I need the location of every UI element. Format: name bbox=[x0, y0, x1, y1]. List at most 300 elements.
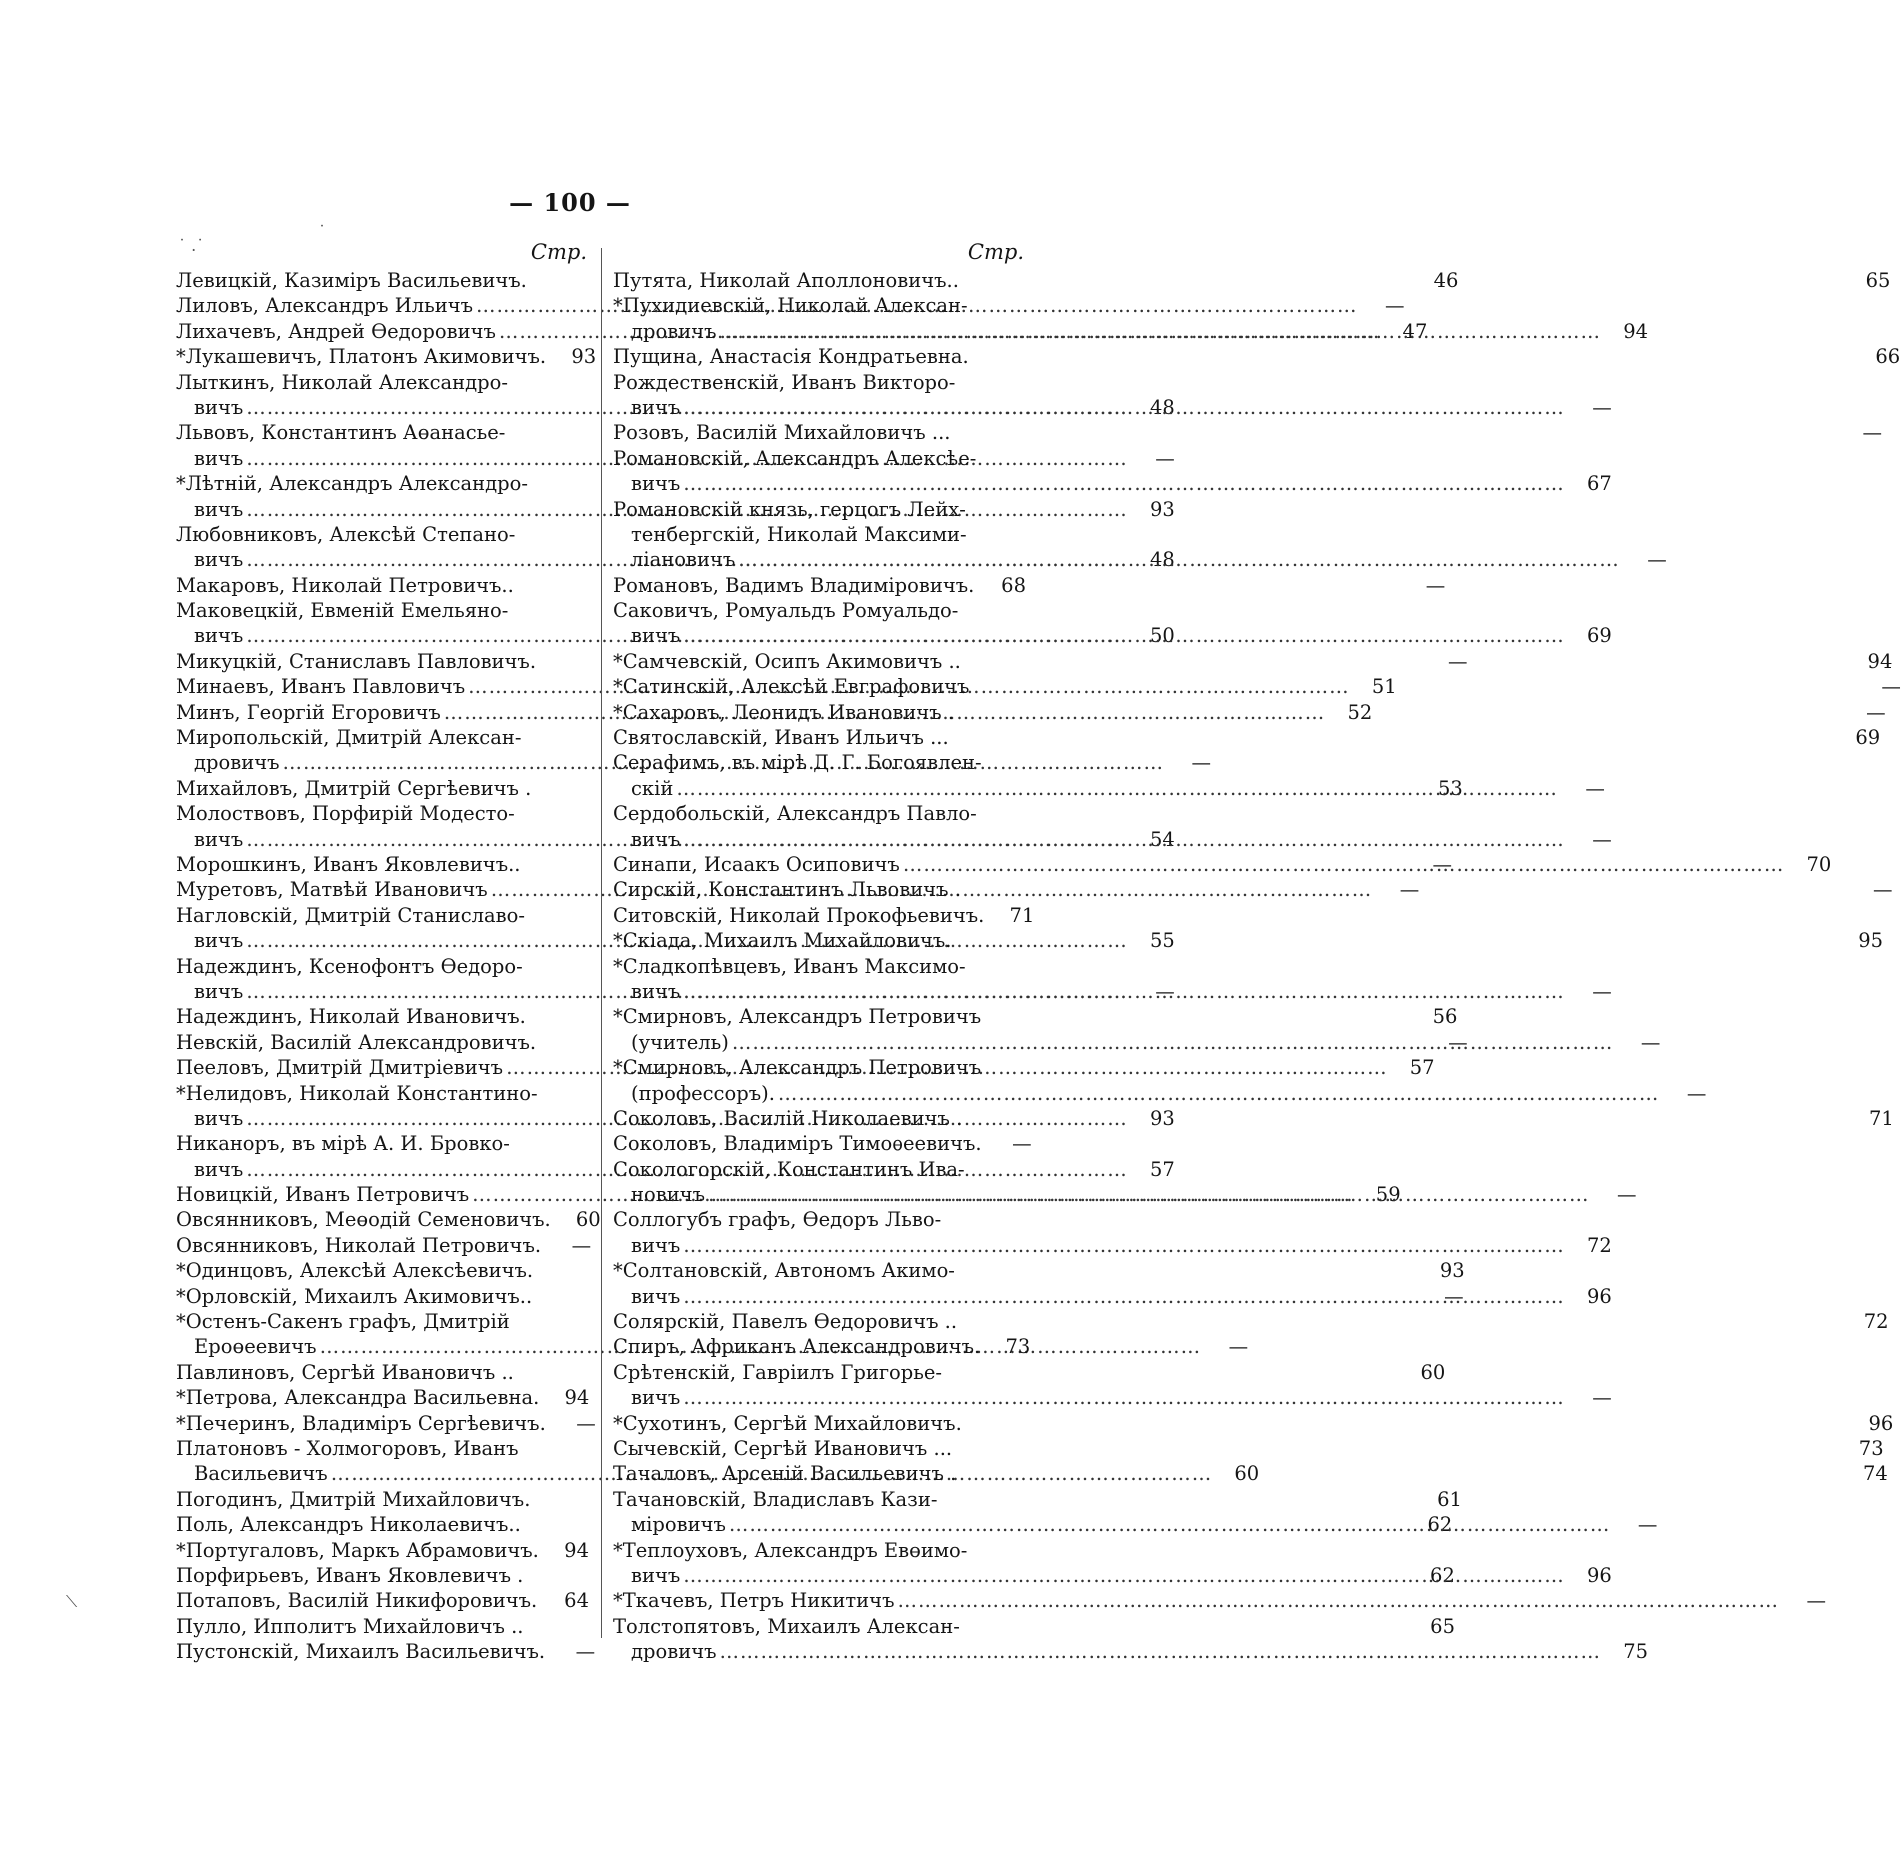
index-entry bbox=[176, 1563, 1455, 1588]
index-entry bbox=[613, 1588, 1826, 1613]
entry-text: Минъ, Георгій Егоровичъ bbox=[176, 700, 441, 724]
page-ref: 55 bbox=[1149, 929, 1175, 953]
page-ref: 94 bbox=[1867, 649, 1893, 673]
leader-dots bbox=[683, 1385, 1565, 1410]
entry-text: Михайловъ, Дмитрій Сергѣевичъ . bbox=[176, 776, 532, 800]
entry-text: Порфирьевъ, Иванъ Яковлевичъ . bbox=[176, 1563, 524, 1587]
entry-text: *Печеринъ, Владиміръ Сергѣевичъ. bbox=[176, 1411, 546, 1435]
entry-text: *Португаловъ, Маркъ Абрамовичъ. bbox=[176, 1538, 539, 1562]
entry-name bbox=[613, 573, 1026, 598]
page-ref: — bbox=[575, 1640, 596, 1664]
entry-name bbox=[613, 497, 1026, 522]
leader-dots bbox=[683, 979, 1565, 1004]
entry-text: вичъ bbox=[194, 624, 244, 648]
entry-text: (профессоръ). bbox=[631, 1081, 775, 1105]
entry-text: *Скіада, Михаилъ Михайловичъ. bbox=[613, 929, 952, 953]
page-ref: — bbox=[1585, 776, 1605, 800]
entry-text: *Смирновъ, Александръ Петровичъ bbox=[613, 1056, 982, 1080]
page-ref: 57 bbox=[1149, 1157, 1175, 1181]
entry-text: дровичъ bbox=[194, 751, 280, 775]
entry-text: Ероөеевичъ bbox=[194, 1335, 317, 1359]
page-ref: 73 bbox=[1858, 1436, 1884, 1460]
index-entry bbox=[176, 1284, 1464, 1309]
entry-text: Пееловъ, Дмитрій Дмитріевичъ bbox=[176, 1056, 504, 1080]
leader-dots bbox=[729, 1512, 1611, 1537]
index-entry bbox=[176, 1639, 596, 1664]
entry-name bbox=[176, 1233, 592, 1258]
entry-text: Миропольскій, Дмитрій Алексан- bbox=[176, 726, 522, 750]
entry-name bbox=[176, 903, 589, 928]
entry-name bbox=[613, 293, 1026, 318]
entry-continuation bbox=[176, 395, 1175, 420]
entry-name bbox=[176, 954, 589, 979]
leader-dots bbox=[683, 471, 1565, 496]
corner-mark: ˙ .˙ bbox=[178, 236, 205, 255]
page-ref: 94 bbox=[1623, 319, 1649, 343]
entry-name bbox=[613, 725, 1881, 750]
entry-name bbox=[176, 344, 597, 369]
leader-dots bbox=[683, 395, 1565, 420]
index-entry bbox=[613, 1334, 1031, 1359]
page-ref: — bbox=[1191, 751, 1212, 775]
entry-continuation bbox=[613, 1030, 1661, 1055]
entry-text: Никаноръ, въ мірѣ А. И. Бровко- bbox=[176, 1132, 510, 1156]
entry-name bbox=[613, 1360, 1026, 1385]
page-ref: 95 bbox=[1858, 929, 1884, 953]
leader-dots bbox=[903, 852, 1785, 877]
entry-text: Соколовъ, Василій Николаевичъ . bbox=[613, 1106, 963, 1130]
entry-name bbox=[613, 1055, 1026, 1080]
page-ref: — bbox=[1448, 1030, 1468, 1054]
entry-text: вичъ bbox=[631, 395, 681, 419]
entry-text: Надеждинъ, Ксенофонтъ Өедоро- bbox=[176, 954, 523, 978]
entry-name bbox=[176, 522, 589, 547]
entry-continuation bbox=[613, 522, 1026, 547]
entry-text: Муретовъ, Матвѣй Ивановичъ bbox=[176, 878, 488, 902]
entry-text: Романовскій, Александръ Алексѣе- bbox=[613, 446, 977, 470]
page-ref: 93 bbox=[1439, 1259, 1465, 1283]
entry-text: *Солтановскій, Автономъ Акимо- bbox=[613, 1259, 955, 1283]
entry-text: Соколовъ, Владиміръ Тимоѳеевичъ. bbox=[613, 1132, 982, 1156]
entry-text: Лыткинъ, Николай Александро- bbox=[176, 370, 508, 394]
entry-name bbox=[176, 1284, 1464, 1309]
column-divider bbox=[601, 248, 602, 1638]
page-ref: — bbox=[1592, 827, 1612, 851]
page-ref: — bbox=[1881, 675, 1901, 699]
page-ref: — bbox=[1640, 1030, 1661, 1054]
page-ref: — bbox=[1425, 573, 1446, 597]
entry-continuation bbox=[613, 1233, 1612, 1258]
entry-text: Микуцкій, Станиславъ Павловичъ. bbox=[176, 649, 537, 673]
entry-text: Романовъ, Вадимъ Владиміровичъ. bbox=[613, 573, 975, 597]
entry-text: *Теплоуховъ, Александръ Евөимо- bbox=[613, 1538, 968, 1562]
index-entry bbox=[613, 1309, 1889, 1334]
page-ref: — bbox=[1444, 1284, 1464, 1308]
entry-text: Сирскій, Константинъ Львовичъ . bbox=[613, 878, 961, 902]
entry-text: вичъ bbox=[631, 472, 681, 496]
entry-name bbox=[613, 1436, 1884, 1461]
entry-name bbox=[176, 725, 589, 750]
entry-name bbox=[613, 598, 1026, 623]
entry-continuation bbox=[176, 623, 1175, 648]
page-ref: 69 bbox=[1586, 624, 1612, 648]
page-ref: 60 bbox=[1234, 1462, 1260, 1486]
page-ref: 96 bbox=[1868, 1411, 1894, 1435]
leader-dots bbox=[778, 1081, 1660, 1106]
page-ref: 60 bbox=[575, 1208, 601, 1232]
entry-name bbox=[613, 1207, 1026, 1232]
page-column-header: Стр. bbox=[967, 240, 1024, 264]
leader-dots bbox=[738, 547, 1620, 572]
index-entry bbox=[613, 344, 1901, 369]
entry-name bbox=[613, 1004, 1026, 1029]
entry-text: Овсянниковъ, Меөодій Семеновичъ. bbox=[176, 1208, 551, 1232]
entry-text: *Петрова, Александра Васильевна. bbox=[176, 1386, 540, 1410]
entry-text: *Смирновъ, Александръ Петровичъ bbox=[613, 1005, 982, 1029]
entry-text: вичъ bbox=[194, 827, 244, 851]
entry-text: *Сладкопѣвцевъ, Иванъ Максимо- bbox=[613, 954, 966, 978]
entry-text: Соллогубъ графъ, Өедоръ Льво- bbox=[613, 1208, 942, 1232]
leader-dots bbox=[683, 1233, 1565, 1258]
index-entry bbox=[613, 1131, 1032, 1156]
entry-text: Павлиновъ, Сергѣй Ивановичъ .. bbox=[176, 1360, 514, 1384]
index-entry bbox=[176, 1385, 589, 1410]
entry-text: Срѣтенскій, Гавріилъ Григорье- bbox=[613, 1360, 943, 1384]
page-ref: — bbox=[1866, 700, 1886, 724]
entry-name bbox=[613, 420, 1882, 445]
entry-text: *Орловскій, Михаилъ Акимовичъ.. bbox=[176, 1284, 533, 1308]
page-ref: 72 bbox=[1586, 1233, 1612, 1257]
entry-continuation bbox=[176, 827, 1175, 852]
entry-continuation bbox=[613, 979, 1612, 1004]
page-ref: — bbox=[1592, 979, 1612, 1003]
entry-text: *Лукашевичъ, Платонъ Акимовичъ. bbox=[176, 345, 547, 369]
entry-name bbox=[613, 1309, 1889, 1334]
entry-text: скій bbox=[631, 776, 674, 800]
entry-text: Львовъ, Константинъ Аөанасье- bbox=[176, 421, 506, 445]
entry-name bbox=[176, 801, 589, 826]
page-ref: 68 bbox=[1001, 573, 1026, 597]
entry-text: вичъ bbox=[631, 1233, 681, 1257]
page-ref: — bbox=[1686, 1081, 1707, 1105]
page-ref: — bbox=[1617, 1183, 1637, 1207]
entry-name bbox=[613, 1157, 1026, 1182]
entry-text: *Самчевскій, Осипъ Акимовичъ .. bbox=[613, 649, 961, 673]
page-ref: 96 bbox=[1586, 1563, 1612, 1587]
page-ref: — bbox=[1448, 649, 1468, 673]
entry-text: Сокологорскій, Константинъ Ива- bbox=[613, 1157, 965, 1181]
page-ref: 96 bbox=[1586, 1284, 1612, 1308]
leader-dots bbox=[720, 1639, 1602, 1664]
entry-name bbox=[613, 1411, 1894, 1436]
page-ref: — bbox=[1155, 979, 1175, 1003]
page-ref: 93 bbox=[1149, 1106, 1175, 1130]
entry-continuation bbox=[613, 1385, 1612, 1410]
entry-text: Синапи, Исаакъ Осиповичъ bbox=[613, 852, 900, 876]
entry-text: вичъ bbox=[194, 1157, 244, 1181]
index-entry bbox=[613, 903, 1035, 928]
page-ref: 94 bbox=[564, 1386, 590, 1410]
entry-text: вичъ bbox=[194, 548, 244, 572]
entry-name bbox=[176, 1588, 589, 1613]
entry-text: Святославскій, Иванъ Ильичъ ... bbox=[613, 726, 949, 750]
page-ref: 59 bbox=[1375, 1183, 1401, 1207]
entry-name bbox=[613, 1487, 1026, 1512]
page-ref: 94 bbox=[564, 1538, 589, 1562]
entry-text: Спиръ, Африканъ Александровичъ. bbox=[613, 1335, 981, 1359]
leader-dots bbox=[720, 319, 1602, 344]
entry-name bbox=[176, 370, 589, 395]
entry-name bbox=[176, 1309, 589, 1334]
page-ref: 71 bbox=[1869, 1106, 1894, 1130]
page-ref: 64 bbox=[564, 1589, 589, 1613]
entry-name bbox=[176, 1563, 1455, 1588]
leader-dots bbox=[683, 1563, 1565, 1588]
entry-text: *Пухидиевскій, Николай Алексан- bbox=[613, 294, 968, 318]
index-entry bbox=[613, 649, 1893, 674]
entry-text: тенбергскій, Николай Максими- bbox=[631, 522, 967, 546]
corner-mark: ⟍ bbox=[66, 1592, 78, 1611]
entry-text: Лиловъ, Александръ Ильичъ bbox=[176, 294, 474, 318]
entry-name bbox=[613, 1258, 1026, 1283]
entry-text: Овсянниковъ, Николай Петровичъ. bbox=[176, 1233, 542, 1257]
entry-name bbox=[613, 877, 1893, 902]
entry-text: Платоновъ - Холмогоровъ, Иванъ bbox=[176, 1436, 519, 1460]
entry-continuation bbox=[176, 979, 1175, 1004]
entry-text: Розовъ, Василій Михайловичъ ... bbox=[613, 421, 951, 445]
index-entry bbox=[613, 446, 1612, 497]
page-ref: — bbox=[571, 1233, 592, 1257]
index-entry bbox=[613, 954, 1612, 1005]
entry-name bbox=[176, 1639, 596, 1664]
page-ref: 69 bbox=[1855, 726, 1881, 750]
entry-text: Путята, Николай Аполлоновичъ.. bbox=[613, 269, 959, 292]
entry-text: вичъ bbox=[631, 624, 681, 648]
entry-text: Сердобольскій, Александръ Павло- bbox=[613, 802, 977, 826]
entry-name bbox=[613, 1588, 1826, 1613]
entry-text: вичъ bbox=[194, 1106, 244, 1130]
entry-name bbox=[613, 370, 1026, 395]
page-ref: 65 bbox=[1430, 1614, 1455, 1638]
index-entry bbox=[176, 1538, 589, 1563]
entry-name bbox=[613, 1131, 1032, 1156]
page-number: — 100 — bbox=[509, 188, 631, 217]
entry-text: Потаповъ, Василій Никифоровичъ. bbox=[176, 1589, 538, 1613]
page-ref: 73 bbox=[1005, 1335, 1031, 1359]
entry-text: вичъ bbox=[194, 979, 244, 1003]
index-entry bbox=[613, 1436, 1884, 1461]
page-ref: 74 bbox=[1862, 1462, 1888, 1486]
page-ref: — bbox=[1432, 852, 1453, 876]
leader-dots bbox=[683, 623, 1565, 648]
entry-text: Лихачевъ, Андрей Өедоровичъ bbox=[176, 319, 496, 343]
index-entry bbox=[613, 725, 1881, 750]
entry-text: Новицкій, Иванъ Петровичъ bbox=[176, 1183, 470, 1207]
page-ref: — bbox=[1592, 395, 1612, 419]
entry-text: вичъ bbox=[631, 827, 681, 851]
index-entry bbox=[176, 1411, 596, 1436]
entry-name bbox=[613, 344, 1901, 369]
page-ref: 70 bbox=[1806, 852, 1832, 876]
page-ref: 48 bbox=[1149, 548, 1175, 572]
page-ref: 54 bbox=[1149, 827, 1175, 851]
page-ref: — bbox=[1647, 548, 1667, 572]
page-ref: — bbox=[1399, 878, 1420, 902]
page-ref: 67 bbox=[1586, 472, 1612, 496]
page-ref: 51 bbox=[1371, 675, 1397, 699]
entry-continuation bbox=[613, 1284, 1612, 1309]
entry-text: *Сухотинъ, Сергѣй Михайловичъ. bbox=[613, 1411, 962, 1435]
entry-text: Серафимъ, въ мірѣ Д. Г. Богоявлен- bbox=[613, 751, 982, 775]
page-ref: 61 bbox=[1437, 1487, 1462, 1511]
page-ref: 72 bbox=[1863, 1310, 1889, 1334]
entry-continuation bbox=[613, 1081, 1707, 1106]
page-ref: 47 bbox=[1402, 319, 1428, 343]
entry-name bbox=[176, 1385, 589, 1410]
page-ref: 62 bbox=[1427, 1513, 1453, 1537]
entry-text: Сычевскій, Сергѣй Ивановичъ ... bbox=[613, 1436, 953, 1460]
page-ref: 57 bbox=[1409, 1056, 1435, 1080]
entry-text: Саковичъ, Ромуальдъ Ромуальдо- bbox=[613, 599, 959, 623]
entry-name bbox=[176, 1538, 589, 1563]
entry-text: Ситовскій, Николай Прокофьевичъ. bbox=[613, 903, 985, 927]
entry-text: дровичъ bbox=[631, 1640, 717, 1664]
index-entry bbox=[613, 1207, 1612, 1258]
page-ref: 60 bbox=[1420, 1360, 1446, 1384]
entry-text: Толстопятовъ, Михаилъ Алексан- bbox=[613, 1614, 960, 1638]
entry-text: ліановичъ bbox=[631, 548, 736, 572]
entry-name bbox=[176, 598, 589, 623]
leader-dots bbox=[676, 776, 1558, 801]
page-ref: 56 bbox=[1432, 1005, 1458, 1029]
page-ref: 93 bbox=[571, 345, 597, 369]
entry-text: Молоствовъ, Порфирій Модесто- bbox=[176, 802, 515, 826]
entry-text: Маковецкій, Евменій Емельяно- bbox=[176, 599, 509, 623]
leader-dots bbox=[683, 1284, 1565, 1309]
entry-text: Надеждинъ, Николай Ивановичъ. bbox=[176, 1005, 526, 1029]
index-entry bbox=[613, 877, 1893, 902]
entry-continuation bbox=[613, 471, 1612, 496]
index-entry bbox=[613, 1411, 1894, 1436]
entry-text: Пущина, Анастасія Кондратьевна. bbox=[613, 345, 969, 369]
entry-name bbox=[613, 1614, 1026, 1639]
entry-name bbox=[176, 1207, 601, 1232]
entry-text: (учитель) bbox=[631, 1030, 729, 1054]
entry-name bbox=[613, 649, 1893, 674]
index-entry bbox=[176, 1588, 589, 1613]
entry-text: Любовниковъ, Алексѣй Степано- bbox=[176, 522, 516, 546]
entry-text: вичъ bbox=[194, 446, 244, 470]
entry-text: Нагловскій, Дмитрій Станиславо- bbox=[176, 903, 525, 927]
entry-text: *Сахаровъ, Леонидъ Ивановичъ . bbox=[613, 700, 955, 724]
page-ref: — bbox=[1228, 1335, 1249, 1359]
leader-dots bbox=[897, 1588, 1779, 1613]
page-ref: 52 bbox=[1347, 700, 1373, 724]
page-ref: — bbox=[1385, 294, 1405, 318]
entry-text: Невскій, Василій Александровичъ. bbox=[176, 1030, 537, 1054]
index-entry bbox=[176, 1233, 592, 1258]
page-ref: 62 bbox=[1430, 1563, 1455, 1587]
entry-text: Рождественскій, Иванъ Викторо- bbox=[613, 370, 956, 394]
entry-text: вичъ bbox=[631, 1563, 681, 1587]
page-ref: — bbox=[1155, 446, 1175, 470]
index-entry bbox=[613, 852, 1832, 877]
entry-name bbox=[613, 954, 1026, 979]
entry-name bbox=[613, 801, 1026, 826]
entry-text: вичъ bbox=[631, 979, 681, 1003]
entry-text: вичъ bbox=[194, 395, 244, 419]
entry-name bbox=[613, 1538, 1026, 1563]
page-ref: — bbox=[576, 1411, 596, 1435]
entry-text: Минаевъ, Иванъ Павловичъ bbox=[176, 675, 466, 699]
index-entry bbox=[176, 344, 597, 369]
entry-text: Погодинъ, Дмитрій Михайловичъ. bbox=[176, 1487, 531, 1511]
entry-text: Пустонскій, Михаилъ Васильевичъ. bbox=[176, 1640, 546, 1664]
entry-text: *Лѣтній, Александръ Александро- bbox=[176, 472, 528, 496]
page-ref: — bbox=[1806, 1589, 1826, 1613]
entry-name bbox=[176, 471, 589, 496]
entry-name bbox=[176, 1131, 589, 1156]
index-entry bbox=[613, 573, 1026, 598]
leader-dots bbox=[683, 827, 1565, 852]
entry-name bbox=[613, 903, 1035, 928]
entry-text: Морошкинъ, Иванъ Яковлевичъ.. bbox=[176, 852, 521, 876]
index-entry bbox=[613, 420, 1882, 445]
entry-name bbox=[613, 852, 1832, 877]
entry-name bbox=[613, 1334, 1031, 1359]
page-ref: — bbox=[1872, 878, 1893, 902]
leader-dots bbox=[708, 1182, 1590, 1207]
page-ref: 53 bbox=[1438, 776, 1463, 800]
page-ref: — bbox=[1862, 421, 1882, 445]
entry-name bbox=[613, 750, 1026, 775]
page-ref: — bbox=[1012, 1132, 1032, 1156]
entry-text: вичъ bbox=[631, 1284, 681, 1308]
page-ref: 75 bbox=[1623, 1640, 1649, 1664]
page-ref: 46 bbox=[1433, 269, 1459, 292]
entry-text: Тачаловъ, Арсеній Васильевичъ . bbox=[613, 1462, 957, 1486]
index-entry bbox=[176, 1207, 601, 1232]
entry-text: Поль, Александръ Николаевичъ.. bbox=[176, 1513, 521, 1537]
entry-text: вичъ bbox=[194, 497, 244, 521]
leader-dots bbox=[732, 1030, 1614, 1055]
entry-text: міровичъ bbox=[631, 1513, 726, 1537]
page-ref: 66 bbox=[1875, 345, 1901, 369]
entry-text: Солярскій, Павелъ Өедоровичъ .. bbox=[613, 1310, 958, 1334]
page-ref: 65 bbox=[1865, 269, 1891, 292]
entry-continuation bbox=[613, 1639, 1649, 1664]
page-ref: — bbox=[1592, 1386, 1612, 1410]
entry-name bbox=[176, 1411, 596, 1436]
page-ref: 71 bbox=[1009, 903, 1035, 927]
entry-text: *Ткачевъ, Петръ Никитичъ bbox=[613, 1589, 895, 1613]
entry-text: *Остенъ-Сакенъ графъ, Дмитрій bbox=[176, 1310, 510, 1334]
entry-text: дровичъ bbox=[631, 319, 717, 343]
entry-text: Макаровъ, Николай Петровичъ.. bbox=[176, 573, 514, 597]
entry-text: Васильевичъ bbox=[194, 1462, 328, 1486]
entry-text: *Сатинскій, Алексѣй Евграфовичъ bbox=[613, 675, 970, 699]
page-column-header: Стр. bbox=[530, 240, 587, 264]
entry-text: *Одинцовъ, Алексѣй Алексѣевичъ. bbox=[176, 1259, 534, 1283]
entry-text: вичъ bbox=[631, 1386, 681, 1410]
entry-name bbox=[613, 446, 1026, 471]
page-ref: 93 bbox=[1149, 497, 1175, 521]
entry-text: вичъ bbox=[194, 929, 244, 953]
entry-name bbox=[176, 1081, 589, 1106]
entry-text: Тачановскій, Владиславъ Кази- bbox=[613, 1487, 938, 1511]
entry-name bbox=[176, 1436, 589, 1461]
corner-mark: ˙ bbox=[318, 222, 326, 241]
